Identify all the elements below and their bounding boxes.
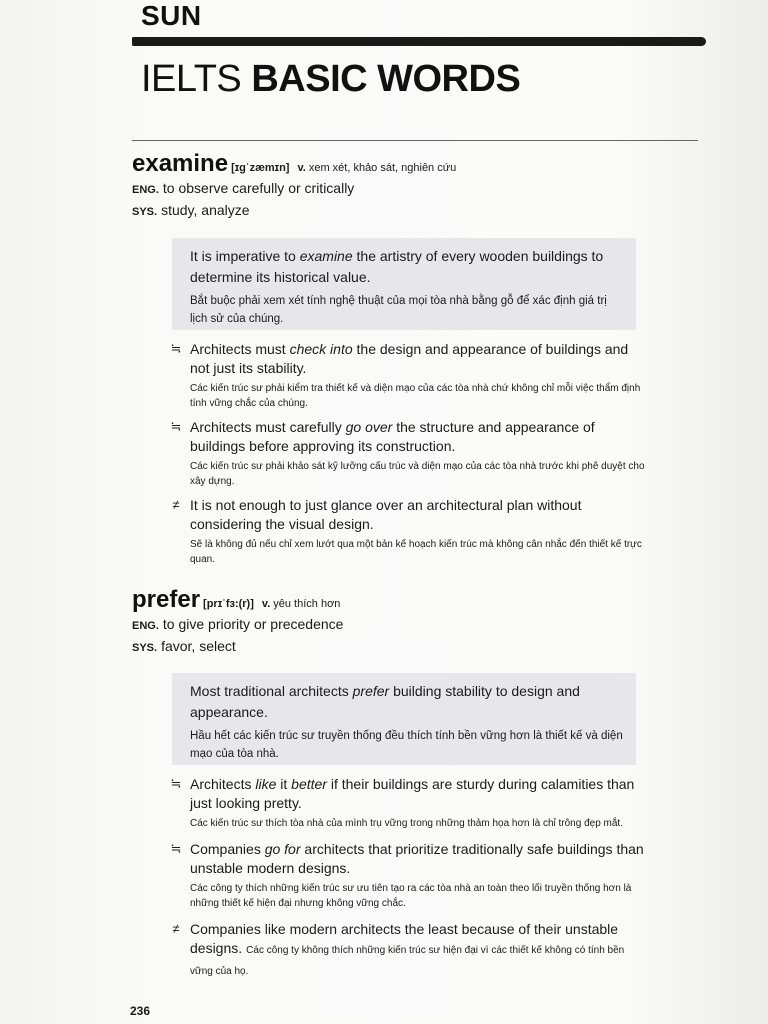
approx-icon: ≒ bbox=[170, 419, 182, 434]
example-keyword: examine bbox=[299, 248, 353, 264]
page-number: 236 bbox=[130, 1004, 151, 1018]
sentence-vietnamese: Các kiến trúc sư thích tòa nhà của mình trụ vững trong những thảm họa hơn là chỉ trông đẹp mắt. bbox=[190, 818, 623, 829]
sentence-keyword: the least bbox=[404, 921, 458, 937]
sentence-keyword: like bbox=[255, 776, 277, 792]
related-sentence bbox=[166, 840, 646, 911]
sentence-text: the design and appearance of buildings and not just its stability. bbox=[190, 341, 629, 376]
related-sentence bbox=[166, 496, 646, 567]
example-text: the artistry of every wooden buildings to determine its historical value. bbox=[190, 248, 604, 285]
sentence-text: It is not enough to just bbox=[190, 497, 331, 513]
part-of-speech: v. bbox=[261, 598, 271, 610]
sentence-text: Architects must bbox=[190, 341, 290, 357]
example-english bbox=[190, 246, 626, 288]
example-box bbox=[172, 673, 636, 765]
sentence-keyword: better bbox=[291, 776, 327, 792]
sentence-text: it bbox=[276, 776, 292, 792]
sys-text: study, analyze bbox=[161, 202, 250, 218]
eng-definition bbox=[132, 614, 692, 636]
pronunciation: [ɪgˈzæmɪn] bbox=[231, 162, 290, 174]
example-vietnamese: Hầu hết các kiến trúc sư truyền thống đều thích tính bền vững hơn là thiết kế và diện mạo của tòa nhà. bbox=[190, 730, 623, 760]
entry-prefer bbox=[132, 586, 692, 658]
sentence-text: Architects bbox=[190, 776, 256, 792]
synonyms bbox=[132, 200, 692, 222]
sentence-vietnamese: Sẽ là không đủ nếu chỉ xem lướt qua một bản kế hoạch kiến trúc mà không cân nhắc đến thiết kế trực quan. bbox=[190, 539, 642, 565]
sentence-text: the structure and appearance of buildings before approving its construction. bbox=[190, 419, 595, 454]
related-sentence bbox=[166, 418, 646, 489]
sys-text: favor, select bbox=[161, 638, 236, 654]
divider bbox=[132, 140, 698, 141]
sentence-keyword: check into bbox=[289, 341, 353, 357]
example-text: It is imperative to bbox=[190, 248, 300, 264]
vietnamese-meaning: xem xét, khảo sát, nghiên cứu bbox=[308, 162, 457, 174]
sentence-text: architects that prioritize traditionally safe buildings than unstable modern designs. bbox=[190, 841, 644, 876]
header-rule bbox=[132, 37, 706, 46]
eng-text: to observe carefully or critically bbox=[162, 180, 355, 196]
headword: examine bbox=[132, 150, 229, 177]
example-vietnamese: Bắt buộc phải xem xét tính nghệ thuật của mọi tòa nhà bằng gỗ để xác định giá trị lịch sử của chúng. bbox=[190, 295, 607, 325]
synonyms bbox=[132, 636, 692, 658]
example-english bbox=[190, 681, 626, 723]
pronunciation: [prɪˈfɜ:(r)] bbox=[203, 598, 254, 610]
sentence-text: modern architects bbox=[285, 921, 405, 937]
book-title-light: IELTS bbox=[141, 58, 252, 100]
example-box bbox=[172, 238, 636, 330]
approx-icon: ≒ bbox=[170, 841, 182, 856]
sentence-vietnamese: Các kiến trúc sư phải khảo sát kỹ lưỡng cấu trúc và diện mạo của các tòa nhà trước khi phê duyệt cho xây dựng. bbox=[190, 461, 645, 487]
sentence-vietnamese: Các kiến trúc sư phải kiểm tra thiết kế và diện mạo của các tòa nhà chứ không chỉ mỗi việc thẩm định tính vững chắc của chúng. bbox=[190, 383, 641, 409]
book-title-bold: BASIC WORDS bbox=[251, 58, 521, 100]
sentence-keyword: go for bbox=[264, 841, 301, 857]
sentence-vietnamese: Các công ty không thích những kiến trúc sư hiện đại vì các thiết kế không có tính bền vững của họ. bbox=[190, 945, 625, 977]
sentence-text: Companies bbox=[190, 841, 265, 857]
sentence-keyword: glance over bbox=[330, 497, 404, 513]
eng-label: ENG. bbox=[132, 184, 159, 196]
sentence-text: Companies bbox=[190, 921, 265, 937]
entry-examine bbox=[132, 150, 692, 222]
sentence-keyword: go over bbox=[345, 419, 393, 435]
sys-label: SYS. bbox=[132, 206, 158, 218]
brand-logo: SUN bbox=[141, 0, 202, 31]
eng-definition bbox=[132, 178, 692, 200]
example-text: building stability to design and appearance. bbox=[190, 683, 580, 720]
sys-label: SYS. bbox=[132, 642, 158, 654]
sentence-text: because of their unstable designs. bbox=[190, 921, 619, 956]
related-sentence bbox=[166, 920, 646, 981]
example-keyword: prefer bbox=[352, 683, 390, 699]
sentence-keyword: like bbox=[264, 921, 286, 937]
book-title bbox=[141, 58, 520, 101]
vietnamese-meaning: yêu thích hơn bbox=[273, 598, 341, 610]
not-equal-icon: ≠ bbox=[172, 921, 180, 936]
approx-icon: ≒ bbox=[170, 341, 182, 356]
related-sentence bbox=[166, 340, 646, 411]
sentence-text: Architects must carefully bbox=[190, 419, 346, 435]
part-of-speech: v. bbox=[297, 162, 306, 174]
related-sentence bbox=[166, 775, 646, 831]
headword: prefer bbox=[132, 586, 201, 613]
sentence-vietnamese: Các công ty thích những kiến trúc sư ưu tiên tạo ra các tòa nhà an toàn theo lối truyền thống hơn là những thiết kế hiện đại nhưng không vững chắc. bbox=[190, 883, 632, 909]
sentence-text: if their buildings are sturdy during calamities than just looking pretty. bbox=[190, 776, 635, 811]
eng-text: to give priority or precedence bbox=[162, 616, 344, 632]
not-equal-icon: ≠ bbox=[172, 497, 180, 512]
approx-icon: ≒ bbox=[170, 776, 182, 791]
eng-label: ENG. bbox=[132, 620, 159, 632]
example-text: Most traditional architects bbox=[190, 683, 353, 699]
sentence-text: an architectural plan without considering the visual design. bbox=[190, 497, 582, 532]
